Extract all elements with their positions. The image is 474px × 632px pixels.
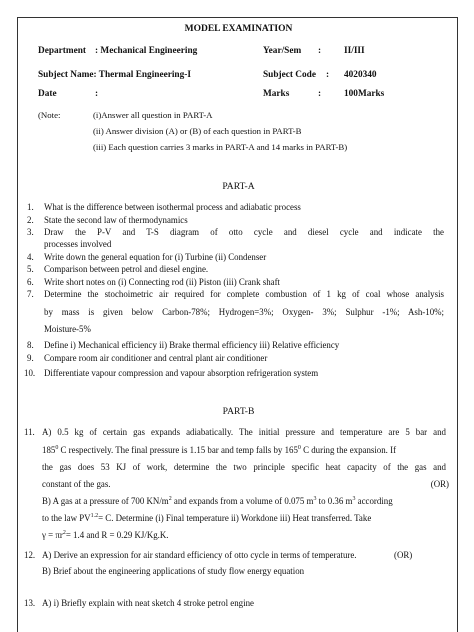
or-label: (OR): [394, 550, 413, 560]
question-text: Comparison between petrol and diesel engine.: [44, 264, 209, 274]
question-number: 10.: [24, 368, 36, 378]
marks-value: 100Marks: [344, 89, 385, 99]
question-text: by mass is given below Carbon-78%; Hydrogen=3%; Oxygen- 3%; Sulphur -1%; Ash-10%;: [44, 307, 444, 317]
question-number: 1.: [27, 202, 34, 212]
marks-label: Marks: [263, 89, 290, 99]
yearsem-value: II/III: [344, 46, 365, 56]
department-value: : Mechanical Engineering: [95, 46, 198, 56]
question-number: 11.: [24, 427, 35, 437]
part-a-heading: PART-A: [222, 181, 255, 192]
question-text: State the second law of thermodynamics: [44, 215, 188, 225]
question-11a-line-1: A) 0.5 kg of certain gas expands adiabatically. The initial pressure and temperature are 5 bar and: [42, 427, 446, 437]
subject-code-value: 4020340: [344, 70, 377, 80]
question-number: 3.: [27, 227, 34, 237]
marks-colon: :: [318, 89, 322, 99]
question-11a-line-4: constant of the gas.: [42, 479, 111, 489]
exam-page: [17, 17, 458, 632]
question-number: 9.: [27, 353, 34, 363]
yearsem-label: Year/Sem: [263, 46, 302, 56]
question-number: 6.: [27, 277, 34, 287]
question-11b-line-3: $\gamma = \pi r^2= 1.4$ and R = 0.29 KJ/Kg.K.: [42, 530, 169, 540]
or-label: (OR): [430, 479, 449, 489]
question-number: 8.: [27, 340, 34, 350]
question-11b-line-1: B) A gas at a pressure of 700 $KN/m^2$ and expands from a volume of 0.075 $m^3$ to 0.36 $m^3$ according: [42, 496, 393, 506]
note-item-3: (iii) Each question carries 3 marks in PART-A and 14 marks in PART-B): [93, 142, 348, 152]
question-text: Define i) Mechanical efficiency ii) Brake thermal efficiency iii) Relative efficiency: [44, 340, 340, 350]
question-text: What is the difference between isothermal process and adiabatic process: [44, 202, 301, 212]
question-number: 7.: [27, 289, 34, 299]
question-11a-line-3: the gas does 53 KJ of work, determine the two principle specific heat capacity of the gas and: [42, 462, 446, 472]
question-12b-line: B) Brief about the engineering applications of study flow energy equation: [42, 566, 305, 576]
exam-title: MODEL EXAMINATION: [184, 24, 293, 34]
question-text: Write down the general equation for (i) Turbine (ii) Condenser: [44, 252, 267, 262]
part-b-heading: PART-B: [222, 406, 255, 417]
note-label: (Note:: [38, 110, 61, 120]
question-11a-line-2: $185^0$ C respectively. The final pressure is 1.15 bar and temp falls by $165^0$ C during the expansion. If: [42, 445, 397, 455]
question-11b-line-2: to the law $PV^{1.2}= C$. Determine (i) Final temperature ii) Workdone iii) Heat transferred. Take: [42, 513, 372, 523]
subject-code-label: Subject Code: [263, 70, 316, 80]
question-text: Moisture-5%: [44, 324, 91, 334]
question-number: 2.: [27, 215, 34, 225]
department-label: Department: [38, 46, 87, 56]
question-text: Draw the P-V and T-S diagram of otto cycle and diesel cycle and indicate the: [44, 227, 444, 237]
question-text: Differentiate vapour compression and vapour absorption refrigeration system: [44, 368, 319, 378]
question-text: processes involved: [44, 239, 112, 249]
question-number: 4.: [27, 252, 34, 262]
yearsem-colon: :: [318, 46, 322, 56]
subject-name-label: Subject Name: Thermal Engineering-I: [38, 70, 191, 80]
date-label: Date: [38, 89, 57, 99]
question-text: Compare room air conditioner and central plant air conditioner: [44, 353, 268, 363]
question-number: 13.: [24, 598, 36, 608]
question-number: 5.: [27, 264, 34, 274]
note-item-1: (i)Answer all question in PART-A: [93, 110, 213, 120]
date-colon: :: [95, 89, 99, 99]
question-text: Write short notes on (i) Connecting rod (ii) Piston (iii) Crank shaft: [44, 277, 281, 287]
question-number: 12.: [24, 550, 36, 560]
note-item-2: (ii) Answer division (A) or (B) of each question in PART-B: [93, 126, 302, 136]
question-text: Determine the stochoimetric air required for complete combustion of 1 kg of coal whose analysis: [44, 289, 444, 299]
question-12a-line: A) Derive an expression for air standard efficiency of otto cycle in terms of temperature.: [42, 550, 357, 560]
subject-code-colon: :: [326, 70, 330, 80]
question-13a-line: A) i) Briefly explain with neat sketch 4 stroke petrol engine: [42, 598, 254, 608]
